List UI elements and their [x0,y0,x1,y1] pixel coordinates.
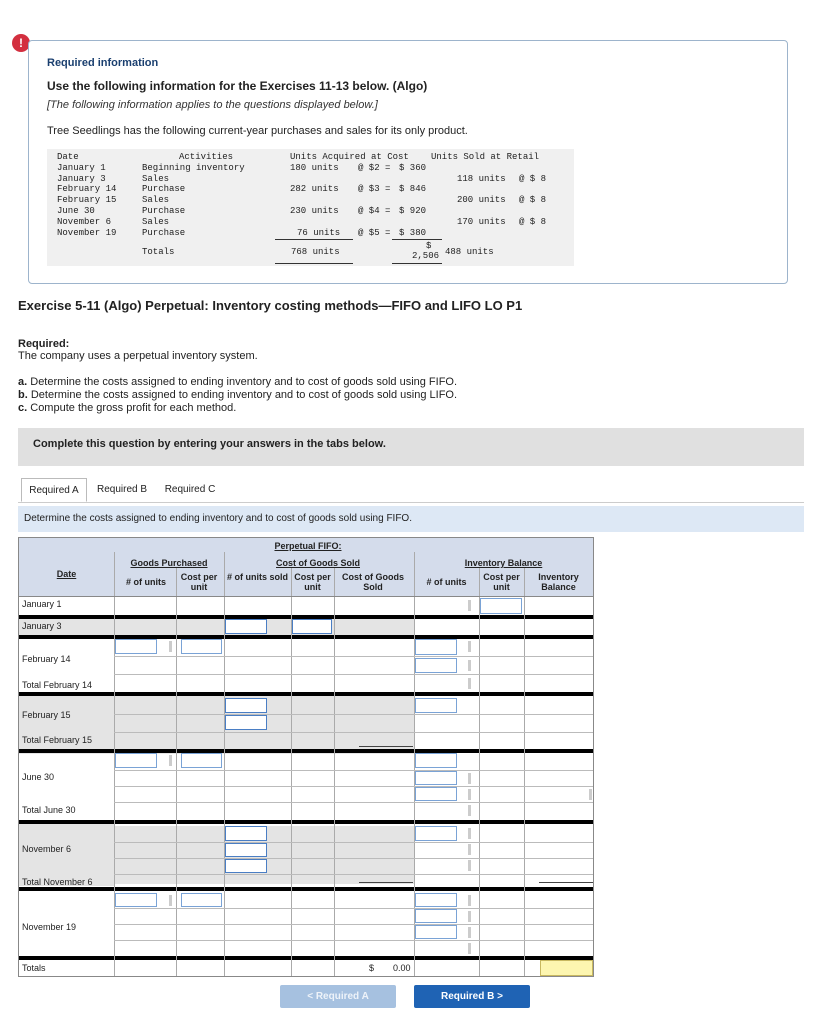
totals-sold: 488 units [445,247,494,257]
row-date: June 30 [57,206,95,216]
required-item: a. Determine the costs assigned to ending inventory and to cost of goods sold using FIFO. [18,376,458,388]
date-label: January 3 [22,621,62,631]
row-cost: $ 360 [399,163,427,173]
tab-required-a[interactable]: Required A [21,478,87,502]
row-date: February 14 [57,184,117,194]
row-date: November 6 [57,217,112,227]
units-sold-input[interactable] [225,843,267,857]
purchased-units-input[interactable] [115,893,157,907]
double-underline [275,263,353,264]
units-sold-header: # of units sold [226,572,288,582]
instruction-text: Determine the costs assigned to ending inventory and to cost of goods sold using FIFO. [24,513,412,524]
units-sold-input[interactable] [225,859,267,873]
inventory-balance-col-header: Inventory Balance [538,572,579,592]
balance-units-input[interactable] [415,698,457,713]
tab-required-b[interactable]: Required B [96,484,148,495]
row-date: January 1 [57,163,106,173]
prev-required-a-button[interactable]: < Required A [280,985,396,1008]
info-description: Tree Seedlings has the following current-year purchases and sales for its only product. [47,125,468,137]
inventory-total-input[interactable] [540,960,593,976]
sold-cost-header: Cost per unit [294,572,331,592]
row-cost: $ 920 [399,206,427,216]
row-activity: Sales [142,195,170,205]
date-label: Total June 30 [22,805,76,815]
balance-units-input[interactable] [415,639,457,655]
row-activity: Purchase [142,206,186,216]
totals-cost: 2,506 [412,251,440,261]
goods-purchased-header: Goods Purchased [130,558,208,568]
row-retail: @ $ 8 [519,174,547,184]
units-sold-input[interactable] [225,619,267,634]
row-at: @ $4 = [358,206,391,216]
balance-units-input[interactable] [415,771,457,785]
info-title: Required information [47,57,159,69]
date-label: Totals [22,963,46,973]
cogs-total-header: Cost of Goods Sold [342,572,404,592]
inventory-balance-header: Inventory Balance [464,558,543,568]
alert-icon: ! [12,34,30,52]
required-item: b. Determine the costs assigned to ending inventory and to cost of goods sold using LIFO. [18,389,458,401]
row-sold: 118 units [457,174,506,184]
row-cost: $ 380 [399,228,427,238]
underline [392,239,442,240]
double-underline [392,263,442,264]
required-information-box [28,40,788,284]
row-cost: $ 846 [399,184,427,194]
underline [275,239,353,240]
balance-units-input[interactable] [415,753,457,768]
row-sold: 200 units [457,195,506,205]
purchased-cost-input[interactable] [181,753,222,768]
row-units: 230 units [290,206,339,216]
units-sold-input[interactable] [225,698,267,713]
required-item: c. Compute the gross profit for each method. [18,402,237,414]
required-label: Required: [18,338,70,350]
balance-units-input[interactable] [415,658,457,673]
fifo-worksheet [18,537,594,977]
totals-label: Totals [142,247,175,257]
date-label: June 30 [22,772,55,782]
col-header-activities: Activities [179,152,234,162]
complete-text: Complete this question by entering your answers in the tabs below. [33,438,386,450]
row-at: @ $5 = [358,228,391,238]
purchased-cost-header: Cost per unit [180,572,218,592]
units-sold-input[interactable] [225,826,267,841]
balance-units-input[interactable] [415,893,457,907]
row-sold: 170 units [457,217,506,227]
row-activity: Purchase [142,228,186,238]
purchased-cost-input[interactable] [181,893,222,907]
units-sold-input[interactable] [225,715,267,730]
row-date: November 19 [57,228,117,238]
instruction-bar [18,506,804,532]
row-activity: Purchase [142,184,186,194]
date-label: Total February 14 [22,680,93,690]
date-col-header: Date [56,569,77,579]
row-activity: Sales [142,217,170,227]
balance-cost-header: Cost per unit [483,572,520,592]
totals-cost-sign: $ [426,241,432,251]
date-label: November 19 [22,922,77,932]
date-label: February 15 [22,710,71,720]
next-required-b-button[interactable]: Required B > [414,985,530,1008]
purchased-units-header: # of units [126,577,166,587]
date-label: Total February 15 [22,735,93,745]
required-text: The company uses a perpetual inventory system. [18,350,258,362]
date-label: Total November 6 [22,877,93,887]
row-at: @ $2 = [358,163,391,173]
inventory-data-table [47,149,574,266]
row-date: January 3 [57,174,106,184]
row-retail: @ $ 8 [519,195,547,205]
date-label: February 14 [22,654,71,664]
date-label: January 1 [22,599,62,609]
balance-units-header: # of units [426,577,467,587]
row-units: 282 units [290,184,339,194]
complete-banner [18,428,804,466]
balance-units-input[interactable] [415,826,457,841]
balance-cost-input[interactable] [480,598,522,614]
exercise-title: Exercise 5-11 (Algo) Perpetual: Inventory costing methods—FIFO and LIFO LO P1 [18,298,523,313]
row-activity: Beginning inventory [142,163,245,173]
purchased-units-input[interactable] [115,753,157,768]
totals-units: 768 units [291,247,340,257]
purchased-cost-input[interactable] [181,639,222,654]
col-header-date: Date [57,152,79,162]
cogs-total-value: 0.00 [393,963,411,973]
date-label: November 6 [22,844,72,854]
info-note: [The following information applies to the questions displayed below.] [47,99,378,111]
required-list [18,376,457,415]
row-at: @ $3 = [358,184,391,194]
balance-units-input[interactable] [415,787,457,801]
purchased-units-input[interactable] [115,639,157,654]
sold-cost-input[interactable] [292,619,332,634]
tab-underline [18,502,804,503]
col-header-acquired: Units Acquired at Cost [290,152,409,162]
row-units: 76 units [297,228,341,238]
tab-required-c[interactable]: Required C [164,484,216,495]
row-units: 180 units [290,163,339,173]
cogs-header: Cost of Goods Sold [276,558,360,568]
balance-units-input[interactable] [415,925,457,939]
grid-title: Perpetual FIFO: [274,541,342,551]
balance-units-input[interactable] [415,909,457,923]
totals-dollar-sign: $ [369,963,375,973]
col-header-sold: Units Sold at Retail [431,152,540,162]
row-activity: Sales [142,174,170,184]
info-heading: Use the following information for the Exercises 11-13 below. (Algo) [47,79,428,93]
row-date: February 15 [57,195,117,205]
row-retail: @ $ 8 [519,217,547,227]
